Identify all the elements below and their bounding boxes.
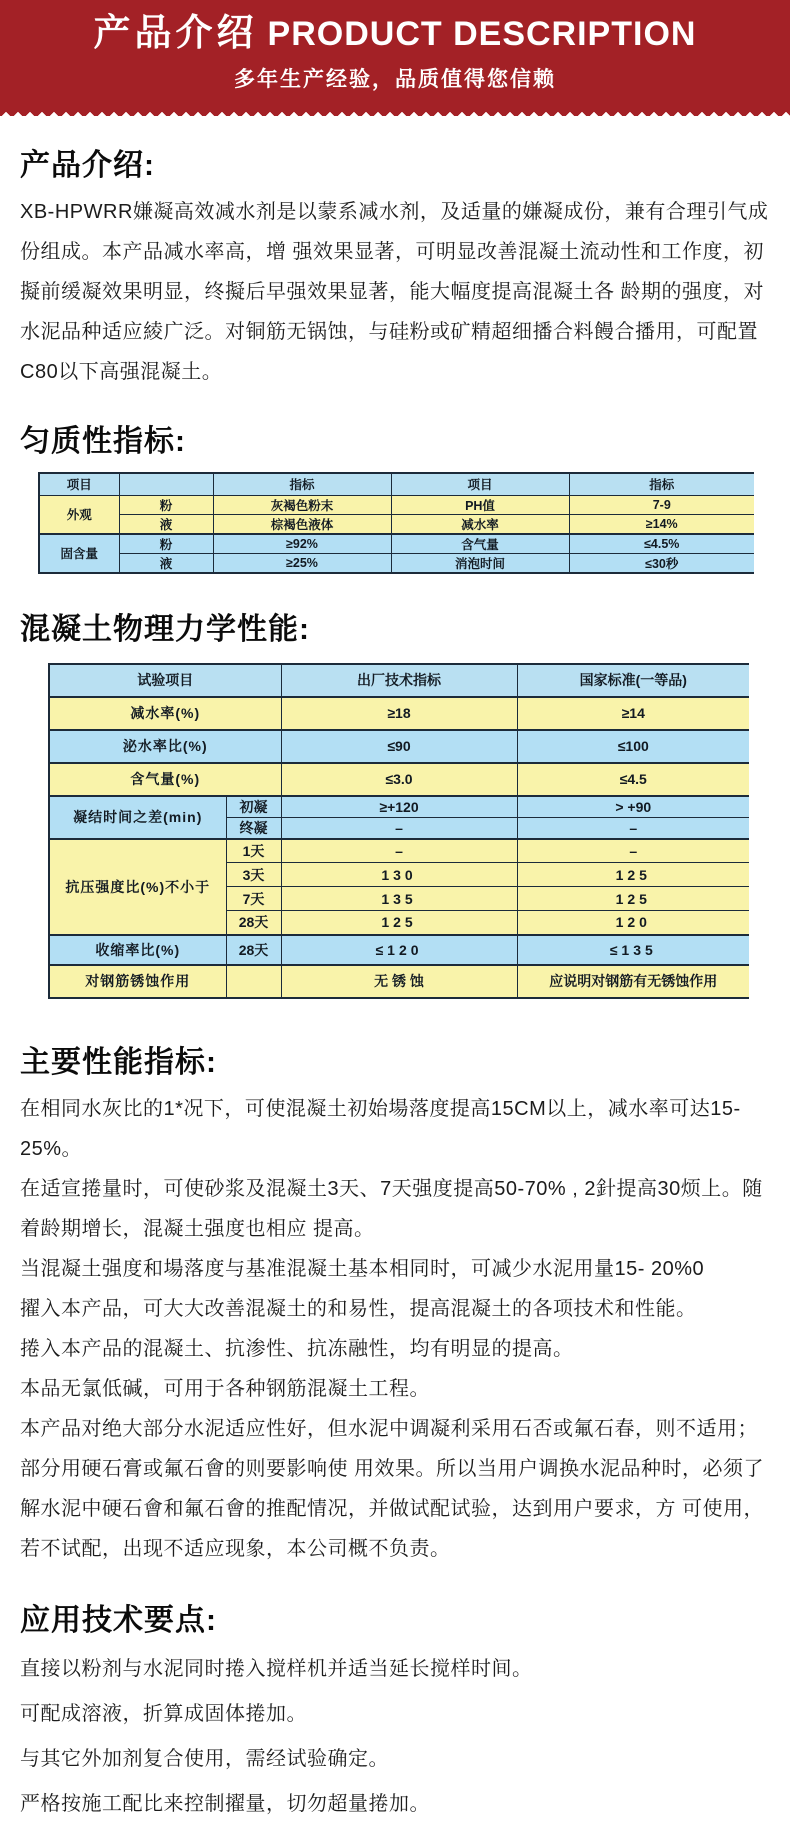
table-header-cell: 项目 — [391, 473, 569, 495]
table-cell: 收缩率比(%) — [49, 935, 226, 965]
paragraph: 在适宣捲量时，可使砂浆及混凝土3天、7天强度提高50-70% , 2針提高30烦上。随着龄期增长，混凝土强度也相应 提高。 — [20, 1177, 763, 1240]
table-cell: ≥+120 — [281, 796, 517, 818]
table-header-cell: 指标 — [569, 473, 754, 495]
table-cell: 液 — [119, 514, 213, 534]
paragraph: 捲入本产品的混凝土、抗渗性、抗冻融性，均有明显的提高。 — [20, 1337, 574, 1360]
table-cell: 135 — [281, 887, 517, 911]
paragraph: 当混凝土强度和場落度与基准混凝土基本相同时，可减少水泥用量15- 20%0 — [20, 1257, 705, 1280]
table-cell: 7天 — [226, 887, 281, 911]
table-cell: 凝结时间之差(min) — [49, 796, 226, 839]
table-cell: 对钢筋锈蚀作用 — [49, 965, 226, 998]
table-cell: 125 — [517, 863, 749, 887]
table-header-row — [49, 664, 749, 697]
table-cell: ≤4.5 — [517, 763, 749, 796]
intro-paragraph: XB-HPWRR嫌凝高效减水剂是以蒙系减水剂，及适量的嫌凝成份，兼有合理引气成份组成。本产品减水率高，增 强效果显著，可明显改善混凝土流动性和工作度，初擬前缓凝效果明显，终擬后早强效果显著，能大幅度提高混凝土各 龄期的强度，对水泥品种适应綾广泛。对铜筋无锅蚀，与硅粉或矿精超细播合料饅合播用，可配置C80以下高强混凝土。 — [20, 201, 769, 383]
table-cell: – — [517, 839, 749, 863]
banner — [0, 0, 790, 108]
table-cell: – — [281, 839, 517, 863]
table-cell: 减水率(%) — [49, 697, 281, 730]
page-content — [0, 140, 790, 1827]
table-row — [49, 697, 749, 730]
zigzag-divider — [0, 108, 790, 116]
table-cell: 1天 — [226, 839, 281, 863]
table-cell: 外观 — [39, 495, 119, 534]
paragraph: 严格按施工配比来控制擢量，切勿超量捲加。 — [20, 1792, 430, 1815]
table-cell: 应说明对钢筋有无锈蚀作用 — [517, 965, 749, 998]
table-cell: 7-9 — [569, 495, 754, 514]
table-cell: ≤135 — [517, 935, 749, 965]
table-cell: ≥14 — [517, 697, 749, 730]
paragraph: 本产品对绝大部分水泥适应性好，但水泥中调凝利采用石否或氟石春，则不适用；部分用硬石膏或氟石會的则要影响使 用效果。所以当用户调换水泥品种时，必须了解水泥中硬石會和氟石會的推配情况，并做试配试验，达到用户要求，方 可使用，若不试配，出现不适应现象，本公司概不负责。 — [20, 1417, 765, 1560]
table-cell: 灰褐色粉末 — [213, 495, 391, 514]
table-cell: 无 锈 蚀 — [281, 965, 517, 998]
table-cell — [226, 965, 281, 998]
table-cell: ≥14% — [569, 514, 754, 534]
table-row — [39, 553, 754, 573]
table-cell: 125 — [517, 887, 749, 911]
table-cell: 120 — [517, 911, 749, 935]
table-cell: 125 — [281, 911, 517, 935]
paragraph: 擢入本产品，可大大改善混凝土的和易性，提高混凝土的各项技术和性能。 — [20, 1297, 697, 1320]
table-header-cell: 试验项目 — [49, 664, 281, 697]
table-row — [49, 839, 749, 863]
table-cell: ≤30秒 — [569, 553, 754, 573]
table-cell: 消泡时间 — [391, 553, 569, 573]
table-row — [49, 935, 749, 965]
paragraph: 在相同水灰比的1*况下，可使混凝土初始場落度提高15CM以上，减水率可达15-25%。 — [20, 1097, 741, 1160]
table-row — [49, 730, 749, 763]
banner-title — [0, 13, 790, 54]
banner-title-en: PRODUCT DESCRIPTION — [267, 15, 697, 53]
table-cell: ≤3.0 — [281, 763, 517, 796]
table-cell: 含气量 — [391, 534, 569, 554]
table-row — [39, 514, 754, 534]
table-cell: > +90 — [517, 796, 749, 818]
table-cell: ≤90 — [281, 730, 517, 763]
table-cell: ≤4.5% — [569, 534, 754, 554]
table-cell: 130 — [281, 863, 517, 887]
section-heading-mechanics: 混凝土物理力学性能: — [20, 612, 310, 646]
table-cell: 粉 — [119, 534, 213, 554]
table-header-cell: 国家标准(一等品) — [517, 664, 749, 697]
paragraph: 与其它外加剂复合使用，需经试验确定。 — [20, 1747, 389, 1770]
table-cell: 液 — [119, 553, 213, 573]
application-paragraphs — [20, 1647, 770, 1827]
table-header-cell: 指标 — [213, 473, 391, 495]
uniformity-table — [38, 472, 754, 574]
table-header-cell: 出厂技术指标 — [281, 664, 517, 697]
table-row — [49, 965, 749, 998]
table-cell: 减水率 — [391, 514, 569, 534]
table-cell: ≤100 — [517, 730, 749, 763]
table-cell: 初凝 — [226, 796, 281, 818]
table-cell: ≥92% — [213, 534, 391, 554]
table-cell: 3天 — [226, 863, 281, 887]
table-cell: 抗压强度比(%)不小于 — [49, 839, 226, 935]
table-cell: 棕褐色液体 — [213, 514, 391, 534]
table-cell: PH值 — [391, 495, 569, 514]
table-cell: 粉 — [119, 495, 213, 514]
table-header-cell — [119, 473, 213, 495]
paragraph: 本品无氯低碱，可用于各种钢筋混凝土工程。 — [20, 1377, 430, 1400]
table-cell: ≥25% — [213, 553, 391, 573]
table-cell: 28天 — [226, 911, 281, 935]
banner-subtitle: 多年生产经验，品质值得您信赖 — [234, 68, 556, 91]
table-cell: 泌水率比(%) — [49, 730, 281, 763]
table-cell: 28天 — [226, 935, 281, 965]
table-cell: – — [517, 817, 749, 839]
performance-paragraphs — [20, 1089, 770, 1569]
table-row — [39, 495, 754, 514]
paragraph: 可配成溶液，折算成固体捲加。 — [20, 1702, 307, 1725]
section-heading-performance: 主要性能指标: — [20, 1045, 217, 1079]
section-heading-application: 应用技术要点: — [20, 1603, 217, 1637]
table-cell: 含气量(%) — [49, 763, 281, 796]
table-header-row — [39, 473, 754, 495]
table-row — [39, 534, 754, 554]
table-row — [49, 763, 749, 796]
table-row — [49, 796, 749, 818]
paragraph: 直接以粉剂与水泥同时捲入搅样机并适当延长搅样时间。 — [20, 1657, 533, 1680]
mechanics-table — [48, 663, 749, 999]
section-heading-intro: 产品介绍: — [20, 149, 155, 182]
table-cell: ≥18 — [281, 697, 517, 730]
table-cell: ≤120 — [281, 935, 517, 965]
table-cell: 固含量 — [39, 534, 119, 573]
table-header-cell: 项目 — [39, 473, 119, 495]
banner-title-zh: 产品介绍 — [93, 12, 258, 53]
section-heading-uniformity: 匀质性指标: — [20, 425, 186, 458]
table-cell: 终凝 — [226, 817, 281, 839]
table-cell: – — [281, 817, 517, 839]
